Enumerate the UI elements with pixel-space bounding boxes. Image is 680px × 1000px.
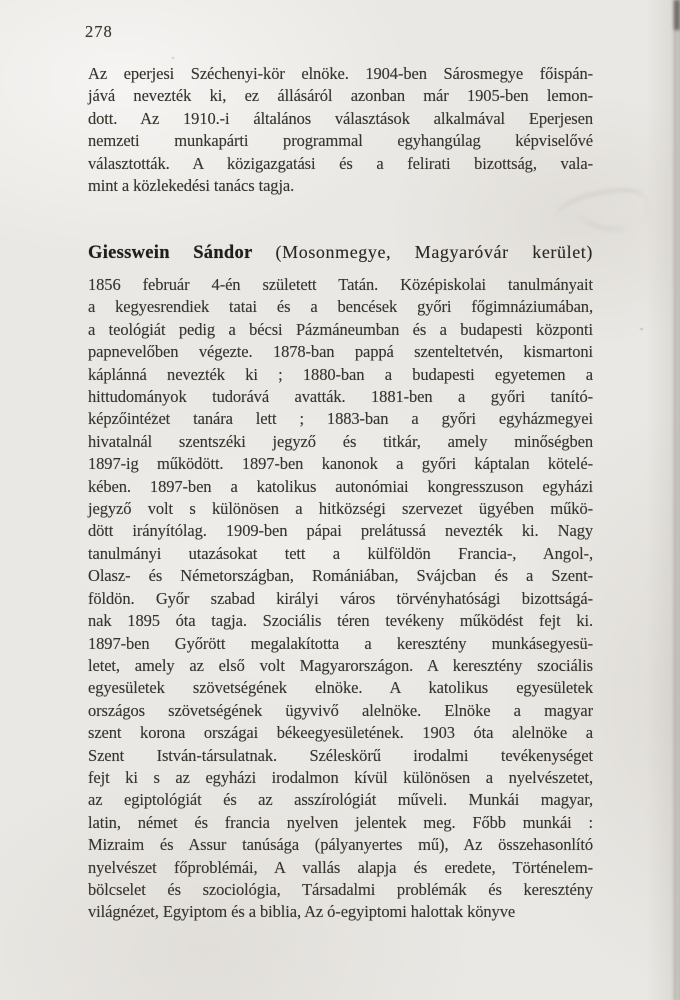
ink-speck bbox=[152, 414, 155, 417]
page-corner-shadow bbox=[674, 0, 680, 30]
text-line: 1897-ig működött. 1897-ben kanonok a győri káptalan kötelé- bbox=[88, 454, 593, 474]
text-line: a kegyesrendiek tatai és a bencések győri főgimnáziumában, bbox=[88, 297, 593, 317]
text-line: 1897-ben Győrött megalakította a keresztény munkásegyesü- bbox=[88, 633, 593, 653]
ink-speck bbox=[640, 328, 643, 330]
continuation-paragraph bbox=[88, 63, 593, 197]
text-line: letet, amely az első volt Magyarországon. A keresztény szociális bbox=[88, 655, 593, 675]
entry-body bbox=[88, 274, 593, 924]
entry-district: (Mosonmegye, Magyaróvár kerület) bbox=[275, 242, 593, 262]
text-line: tanulmányi utazásokat tett a külföldön Francia-, Angol-, bbox=[88, 543, 593, 563]
text-line: Szent István-társulatnak. Széleskörű irodalmi tevékenységet bbox=[88, 745, 593, 765]
text-line: jegyző volt s különösen a hitközségi szervezet ügyében műkö- bbox=[88, 499, 593, 519]
text-line: fejt ki s az egyházi irodalmon kívül különösen a nyelvészetet, bbox=[88, 767, 593, 787]
ink-speck bbox=[523, 136, 525, 138]
text-line: a teológiát pedig a bécsi Pázmáneumban és a budapesti központi bbox=[88, 319, 593, 339]
page-number: 278 bbox=[85, 22, 113, 41]
text-line: választották. A közigazgatási és a felirati bizottság, vala- bbox=[88, 153, 593, 173]
text-line: hivatalnál szentszéki jegyző és titkár, amely minőségben bbox=[88, 431, 593, 451]
text-line: mint a közlekedési tanács tagja. bbox=[88, 176, 295, 196]
text-line: nak 1895 óta tagja. Szociális téren tevékeny működést fejt ki. bbox=[88, 611, 593, 631]
text-line: 1856 február 4-én született Tatán. Középiskolai tanulmányait bbox=[88, 275, 593, 294]
entry-name: Giesswein Sándor bbox=[88, 243, 253, 263]
text-line: földön. Győr szabad királyi város törvényhatósági bizottságá- bbox=[88, 588, 593, 608]
text-line: Az eperjesi Széchenyi-kör elnöke. 1904-ben Sárosmegye főispán- bbox=[88, 64, 593, 83]
text-line: egyesületek szövetségének elnöke. A katolikus egyesületek bbox=[88, 678, 593, 698]
text-line: képzőintézet tanára lett ; 1883-ban a győri egyházmegyei bbox=[88, 409, 593, 429]
text-line: szent korona országai békeegyesületének. 1903 óta alelnöke a bbox=[88, 723, 593, 743]
text-line: világnézet, Egyiptom és a biblia, Az ó-egyiptomi halottak könyve bbox=[88, 902, 516, 922]
text-line: országos szövetségének ügyvivő alelnöke. Elnöke a magyar bbox=[88, 700, 593, 720]
entry-heading bbox=[88, 240, 593, 265]
text-line: hittudományok tudorává avatták. 1881-ben a győri tanító- bbox=[88, 387, 593, 407]
text-line: nyelvészet főproblémái, A vallás alapja és eredete, Történelem- bbox=[88, 857, 593, 877]
text-line: nemzeti munkapárti programmal egyhangúlag képviselővé bbox=[88, 131, 593, 151]
text-line: dott. Az 1910.-i általános választások alkalmával Eperjesen bbox=[88, 108, 593, 128]
text-line: dött irányítólag. 1909-ben pápai prelátussá nevezték ki. Nagy bbox=[88, 521, 593, 541]
text-line: Mizraim és Assur tanúsága (pályanyertes mű), Az összehasonlító bbox=[88, 835, 593, 855]
text-line: jává nevezték ki, ez állásáról azonban már 1905-ben lemon- bbox=[88, 86, 593, 106]
text-line: az egiptológiát és az asszírológiát műveli. Munkái magyar, bbox=[88, 790, 593, 810]
text-line: kében. 1897-ben a katolikus autonómiai kongresszuson egyházi bbox=[88, 476, 593, 496]
text-line: papnevelőben végezte. 1878-ban pappá szenteltetvén, kismartoni bbox=[88, 342, 593, 362]
text-line: latin, német és francia nyelven jelentek meg. Főbb munkái : bbox=[88, 812, 593, 832]
page-edge-shadow bbox=[674, 0, 676, 1000]
text-line: Olasz- és Németországban, Romániában, Svájcban és a Szent- bbox=[88, 566, 593, 586]
ink-speck bbox=[172, 57, 174, 59]
text-line: káplánná nevezték ki ; 1880-ban a budapesti egyetemen a bbox=[88, 364, 593, 384]
text-line: bölcselet és szociológia, Társadalmi problémák és keresztény bbox=[88, 879, 593, 899]
